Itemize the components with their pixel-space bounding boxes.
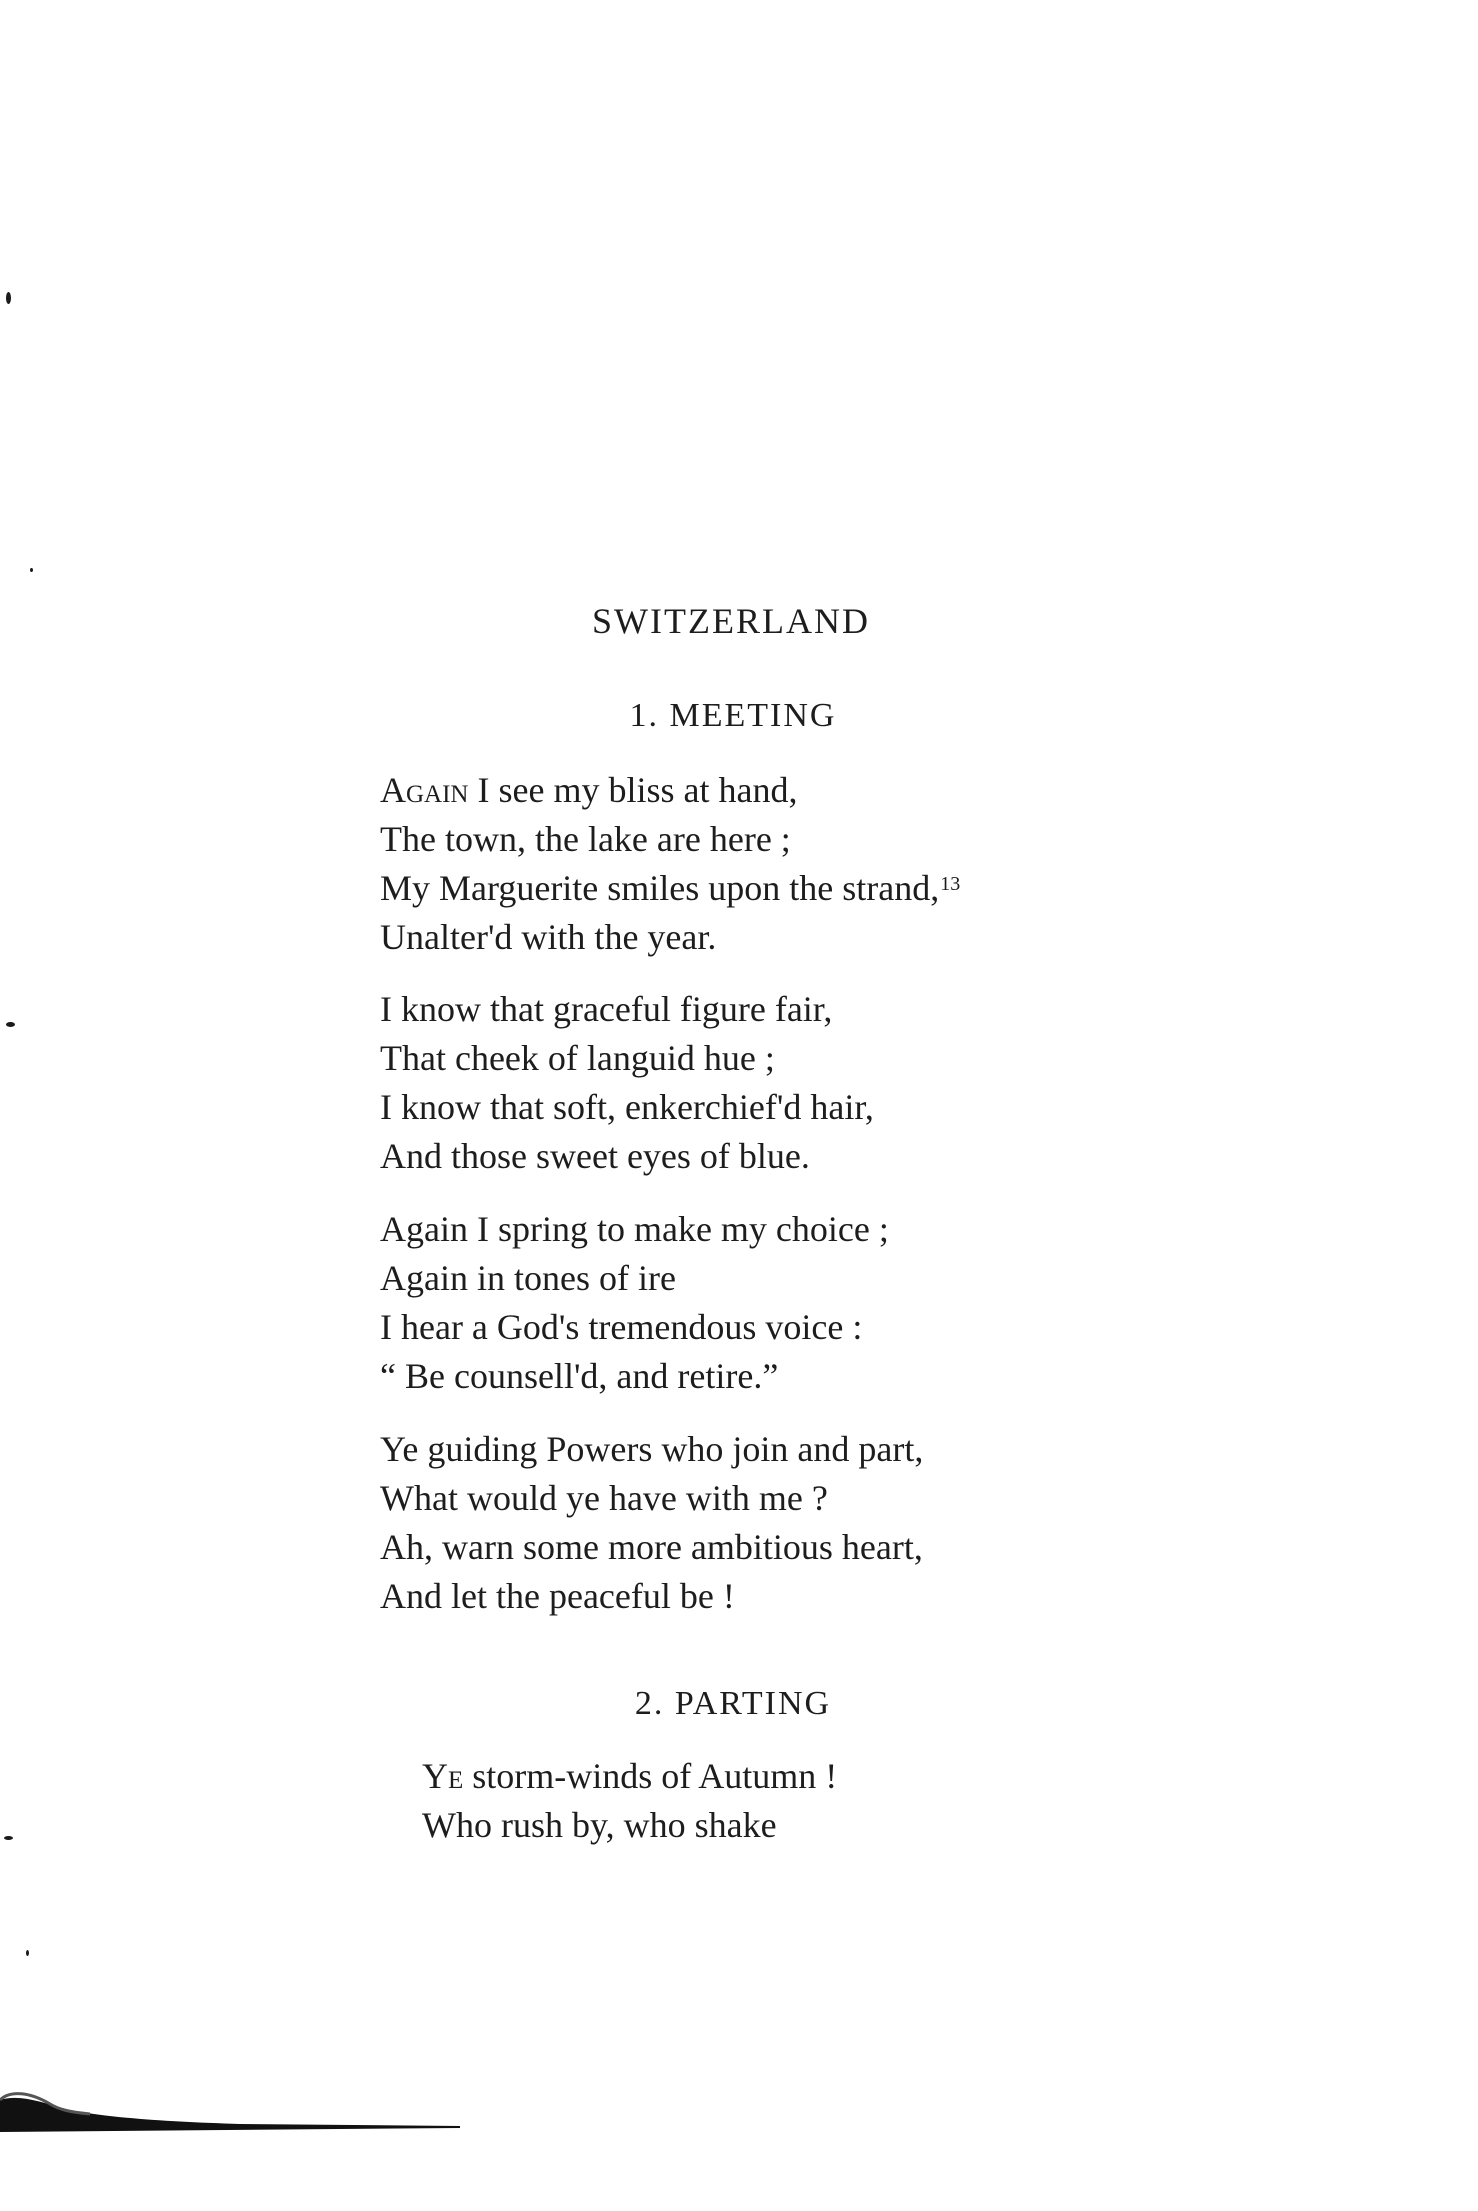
verse-line: And those sweet eyes of blue.	[380, 1136, 810, 1176]
section-heading-parting: 2. PARTING	[634, 1685, 832, 1722]
verse-line: Again I spring to make my choice ;	[380, 1209, 889, 1249]
stanza-2	[380, 985, 874, 1181]
scan-speck	[6, 292, 11, 304]
verse-line: Ah, warn some more ambitious heart,	[380, 1527, 923, 1567]
scan-speck	[30, 568, 33, 572]
scan-edge-shadow	[0, 2080, 460, 2132]
verse-line: Unalter'd with the year.	[380, 917, 717, 957]
verse-line: The town, the lake are here ;	[380, 819, 791, 859]
verse-line: What would ye have with me ?	[380, 1478, 828, 1518]
verse-line: My Marguerite smiles upon the strand,$^{13}$	[380, 868, 961, 908]
verse-line: That cheek of languid hue ;	[380, 1038, 775, 1078]
verse-line: Again I see my bliss at hand,	[380, 770, 798, 810]
verse-line: Who rush by, who shake	[422, 1805, 777, 1845]
verse-line: Ye guiding Powers who join and part,	[380, 1429, 924, 1469]
stanza-1	[380, 766, 960, 962]
stanza-3	[380, 1205, 889, 1401]
verse-line: And let the peaceful be !	[380, 1576, 735, 1616]
verse-line: I know that graceful figure fair,	[380, 989, 833, 1029]
stanza-4	[380, 1425, 923, 1621]
stanza-5	[422, 1752, 837, 1850]
scan-speck	[6, 1022, 15, 1027]
drop-word: Again	[380, 770, 469, 810]
scan-speck	[26, 1950, 29, 1956]
verse-line: I hear a God's tremendous voice :	[380, 1307, 863, 1347]
verse-line: Again in tones of ire	[380, 1258, 676, 1298]
verse-line: Ye storm-winds of Autumn !	[422, 1756, 838, 1796]
section-heading-meeting: 1. MEETING	[629, 697, 837, 734]
drop-word: Ye	[422, 1756, 464, 1796]
verse-line: I know that soft, enkerchief'd hair,	[380, 1087, 874, 1127]
poem-title: SWITZERLAND	[592, 601, 870, 641]
scan-speck	[4, 1836, 13, 1840]
verse-line: “ Be counsell'd, and retire.”	[380, 1356, 779, 1396]
footnote-marker: 13	[940, 873, 961, 895]
